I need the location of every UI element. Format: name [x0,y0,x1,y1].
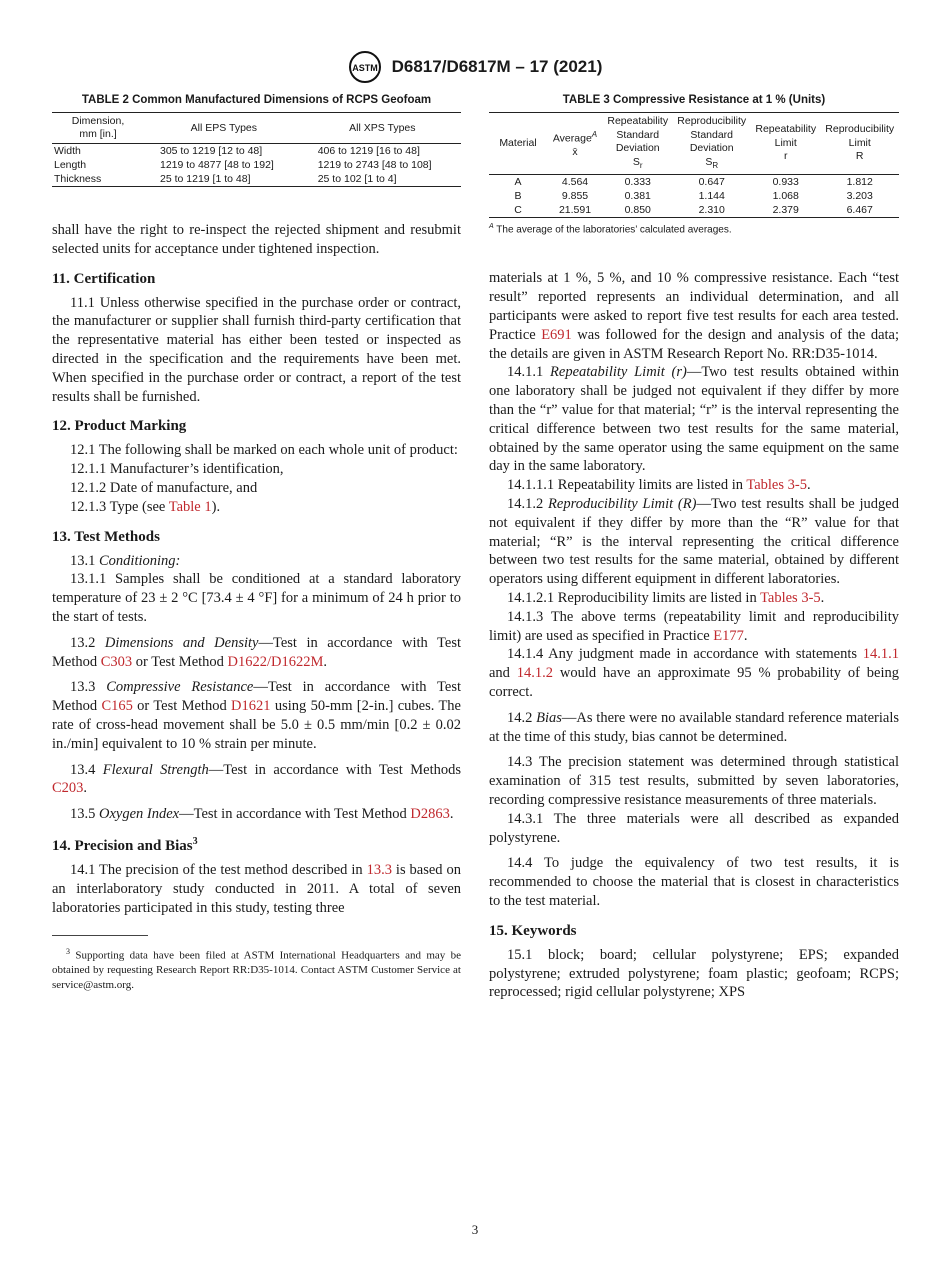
paragraph-intro: shall have the right to re-inspect the rejected shipment and resubmit selected units for acceptance under tightened inspection. [52,222,461,257]
section-13-heading: 13. Test Methods [52,528,160,545]
link-table-1[interactable]: Table 1 [168,498,212,515]
paragraph-14-1-1: 14.1.1 Repeatability Limit (r)—Two test results obtained within one laboratory shall be judged not equivalent if they differ by more than the “r” value for that material; “r” is the interval representing the critical difference between two test results for the same material, obtained by the same operator using the same equipment on the same day in the same laboratory. [489,364,899,475]
table-cell: Thickness [54,173,102,185]
document-id: D6817/D6817M – 17 (2021) [391,57,603,76]
link-13-3[interactable]: 13.3 [366,861,392,878]
link-14-1-2[interactable]: 14.1.2 [516,665,554,682]
table3 [489,112,899,218]
paragraph-14-1-continued: materials at 1 %, 5 %, and 10 % compressive resistance. Each “test result” reported represents an individual determination, and all participants were asked to report five test results for each area tested. Practice E691 was followed for the design and analysis of the data; the details are given in ASTM Research Report No. RR:D35-1014. [489,270,899,362]
paragraph-12-1-2: 12.1.2 Date of manufacture, and [70,479,258,496]
link-d2863[interactable]: D2863 [410,806,450,823]
paragraph-15-1: 15.1 block; board; cellular polystyrene; EPS; expanded polystyrene; extruded polystyrene; foam plastic; geofoam; RCPS; reprocessed; rigid cellular polystyrene; XPS [489,946,899,1001]
link-tables-3-5[interactable]: Tables 3-5 [746,477,807,494]
table-cell: 21.591 [558,204,592,217]
table-cell: 9.855 [561,190,589,203]
link-tables-3-5[interactable]: Tables 3-5 [760,589,821,606]
table3-header-material: Material [499,136,537,149]
table-cell: 1.144 [698,190,725,203]
right-column [489,92,899,1002]
table-cell: 0.647 [698,176,725,189]
table-cell: 2.310 [698,204,725,217]
table2-header-dimension: Dimension, mm [in.] [71,115,125,140]
table2 [52,112,461,187]
table-cell: 4.564 [561,176,589,189]
table-cell: 305 to 1219 [12 to 48] [160,145,263,157]
table-cell: 25 to 1219 [1 to 48] [160,173,251,185]
section-14-heading: 14. Precision and Bias$^3$ [52,835,198,854]
paragraph-14-2: 14.2 Bias—As there were no available standard reference materials at the time of this study, bias cannot be determined. [489,709,899,745]
table-cell: C [514,204,522,217]
section-15-heading: 15. Keywords [489,922,577,939]
footnote-ref-3[interactable]: 3 [192,835,198,847]
section-11-heading: 11. Certification [52,270,156,287]
paragraph-14-3-1: 14.3.1 The three materials were all described as expanded polystyrene. [489,810,899,846]
table-row [52,158,461,172]
table-cell: Length [54,159,87,171]
table-row [52,144,461,159]
paragraph-12-1-3: 12.1.3 Type (see Table 1). [70,498,221,515]
paragraph-14-1-3: 14.1.3 The above terms (repeatability limit and reproducibility limit) are used as specified in Practice E177. [489,608,899,644]
table-cell: 0.850 [624,204,651,217]
table3-header-repro-limit: Reproducibility Limit R [825,123,895,163]
link-e177[interactable]: E177 [713,627,744,644]
link-c303[interactable]: C303 [100,653,133,670]
link-d1621[interactable]: D1621 [231,698,271,715]
paragraph-14-4: 14.4 To judge the equivalency of two test results, it is recommended to choose the material that is closest in characteristics to the test material. [489,855,899,909]
table-cell: 0.333 [624,176,651,189]
footnote-3: $^3$ Supporting data have been filed at ASTM International Headquarters and may be obtained by requesting Research Report RR:D35-1014. Contact ASTM Customer Service at service@astm.org. [52,947,462,991]
svg-text:ASTM: ASTM [351,63,378,73]
table-cell: 0.933 [772,176,799,189]
table-cell: 406 to 1219 [16 to 48] [317,145,420,157]
paragraph-14-3: 14.3 The precision statement was determined through statistical examination of 315 test results, submitted by seven laboratories, recording compressive resistance measurements of three materials. [489,754,899,808]
paragraph-14-1-2-1: 14.1.2.1 Reproducibility limits are listed in Tables 3-5. [507,589,825,606]
link-14-1-1[interactable]: 14.1.1 [862,646,899,663]
paragraph-13-1: 13.1 Conditioning: [70,552,181,569]
table-row [489,203,899,218]
table-cell: 0.381 [624,190,651,203]
table-cell: 6.467 [846,204,873,217]
paragraph-13-4: 13.4 Flexural Strength—Test in accordance with Test Methods C203. [52,761,461,797]
table3-header-rep-sd: Repeatability Standard Deviation $S_r$ [607,115,669,170]
paragraph-12-1: 12.1 The following shall be marked on each whole unit of product: [70,442,458,459]
table-cell: 1.068 [772,190,799,203]
table-cell: 25 to 102 [1 to 4] [317,173,397,185]
table-row [489,189,899,203]
paragraph-12-1-1: 12.1.1 Manufacturer’s identification, [70,461,284,478]
paragraph-11-1: 11.1 Unless otherwise specified in the purchase order or contract, the manufacturer or supplier shall furnish third-party certification that the representative material has either been tested or inspected as directed in the specification and the requirements have been met. When specified in the purchase order or contract, a report of the test results shall be furnished. [52,294,461,405]
page-number: 3 [471,1222,479,1237]
table2-header-xps: All XPS Types [349,121,416,134]
table-cell: Width [54,145,81,157]
table-cell: 1219 to 2743 [48 to 108] [317,159,432,171]
paragraph-14-1-2: 14.1.2 Reproducibility Limit (R)—Two test results shall be judged not equivalent if they differ by more than the “R” value for that material; “R” is the interval representing the critical difference between two test results for the same material, obtained by different operators using different equipment in different laboratories. [489,495,899,588]
paragraph-13-5: 13.5 Oxygen Index—Test in accordance with Test Method D2863. [70,806,454,823]
table-cell: 1.812 [846,176,873,189]
table-row [52,172,461,187]
table2-header-eps: All EPS Types [190,121,258,134]
table3-header-row [489,113,899,175]
table-cell: A [514,176,522,189]
astm-logo-icon [348,50,382,84]
section-12-heading: 12. Product Marking [52,418,187,435]
link-c203[interactable]: C203 [52,780,84,797]
table-cell: 2.379 [772,204,799,217]
link-c165[interactable]: C165 [101,698,133,715]
table-cell: 3.203 [846,190,873,203]
table-cell: B [514,190,522,203]
table-cell: 1219 to 4877 [48 to 192] [160,159,274,171]
paragraph-14-1: 14.1 The precision of the test method described in 13.3 is based on an interlaboratory study conducted in 2011. A total of seven laboratories participated in this study, testing three [52,861,461,916]
table-row [489,175,899,190]
paragraph-13-2: 13.2 Dimensions and Density—Test in accordance with Test Method C303 or Test Method D1622/D1622M. [52,634,461,670]
table3-header-repro-sd: Reproducibility Standard Deviation $S_R$ [677,115,747,170]
table3-footnote: $^A$ The average of the laboratories’ calculated averages. [489,223,732,236]
footnote-divider [52,935,148,936]
table3-header-average: Average$^A$ x̄ [552,129,598,158]
paragraph-14-1-4: 14.1.4 Any judgment made in accordance with statements 14.1.1 and 14.1.2 would have an approximate 95 % probability of being correct. [489,646,900,700]
table3-title: TABLE 3 Compressive Resistance at 1 % (Units) [562,94,826,106]
paragraph-14-1-1-1: 14.1.1.1 Repeatability limits are listed in Tables 3-5. [507,477,811,494]
paragraph-13-1-1: 13.1.1 Samples shall be conditioned at a standard laboratory temperature of 23 ± 2 °C [73.4 ± 4 °F] for a minimum of 24 h prior to the start of tests. [52,571,461,625]
table2-title: TABLE 2 Common Manufactured Dimensions of RCPS Geofoam [81,94,432,106]
table2-header-row [52,113,461,144]
paragraph-13-3: 13.3 Compressive Resistance—Test in accordance with Test Method C165 or Test Method D1621 using 50-mm [2-in.] cubes. The rate of cross-head movement shall be 5.0 ± 0.5 mm/min [0.2 ± 0.02 in./min] equivalent to 10 % strain per minute. [52,679,461,752]
link-e691[interactable]: E691 [541,326,572,343]
page-header [0,50,950,84]
left-column [52,92,461,992]
table3-header-rep-limit: Repeatability Limit r [755,123,817,163]
link-d1622[interactable]: D1622/D1622M [227,653,324,670]
